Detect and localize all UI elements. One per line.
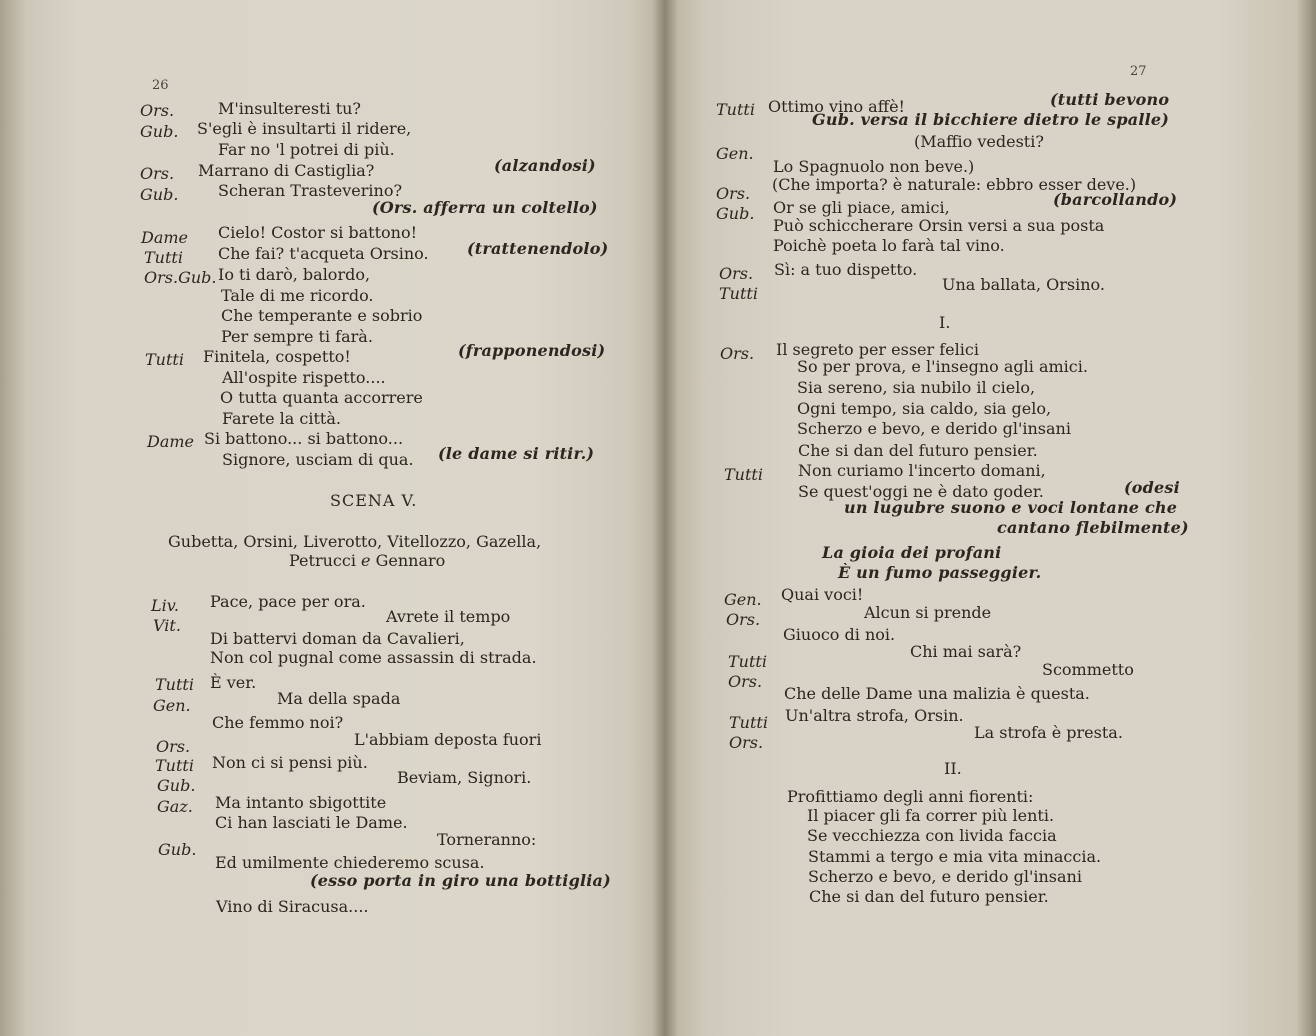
character-name: Gennaro (375, 551, 446, 570)
speaker: Tutti (719, 284, 758, 303)
speaker: Ors. (140, 164, 175, 183)
verse-line: L'abbiam deposta fuori (354, 730, 542, 749)
verse-line: Può schiccherare Orsin versi a sua posta (773, 216, 1105, 235)
verse-line: Signore, usciam di qua. (222, 450, 414, 469)
verse-line: Scommetto (1042, 660, 1134, 679)
speaker: Ors. (720, 344, 755, 363)
verse-line: Ed umilmente chiederemo scusa. (215, 853, 485, 872)
speaker: Ors. (716, 184, 751, 203)
verse-line: All'ospite rispetto.... (222, 368, 386, 387)
speaker: Ors. (726, 610, 761, 629)
verse-line: Stammi a tergo e mia vita minaccia. (808, 847, 1102, 866)
verse-line: La strofa è presta. (974, 723, 1123, 742)
speaker: Tutti (145, 350, 184, 369)
right-page (664, 0, 1316, 1036)
speaker: Gub. (158, 840, 197, 859)
verse-line: Ci han lasciati le Dame. (215, 813, 408, 832)
speaker: Vit. (153, 616, 181, 635)
verse-line: Il segreto per esser felici (776, 340, 979, 359)
verse-line: O tutta quanta accorrere (220, 388, 423, 407)
character-list (289, 551, 445, 571)
verse-line: Non ci si pensi più. (212, 753, 368, 772)
speaker: Ors.Gub. (144, 268, 217, 287)
speaker: Tutti (724, 465, 763, 484)
speaker: Gen. (716, 144, 754, 163)
page-number: 27 (1130, 64, 1147, 79)
verse-line: Avrete il tempo (386, 607, 511, 626)
verse-line: Il piacer gli fa correr più lenti. (807, 806, 1055, 825)
speaker: Gen. (724, 590, 762, 609)
verse-line: Ma intanto sbigottite (215, 793, 387, 812)
verse-line: Che fai? t'acqueta Orsino. (218, 244, 429, 263)
verse-line: Alcun si prende (864, 603, 992, 622)
verse-line: Farete la città. (222, 409, 341, 428)
stage-direction: un lugubre suono e voci lontane che (844, 498, 1178, 517)
verse-line: Non col pugnal come assassin di strada. (210, 648, 537, 667)
stanza-number: I. (939, 313, 951, 332)
verse-line: So per prova, e l'insegno agli amici. (797, 357, 1088, 376)
verse-line: Per sempre ti farà. (221, 327, 373, 346)
verse-line: Una ballata, Orsino. (942, 275, 1105, 294)
chorus-line: La gioia dei profani (822, 543, 1002, 562)
verse-line: Non curiamo l'incerto domani, (798, 461, 1046, 480)
stage-direction: (trattenendolo) (467, 239, 609, 258)
verse-line: Scherzo e bevo, e derido gl'insani (808, 867, 1082, 886)
speaker: Gen. (153, 696, 191, 715)
verse-line: Di battervi doman da Cavalieri, (210, 629, 465, 648)
verse-line: Se quest'oggi ne è dato goder. (798, 482, 1044, 501)
verse-line: Io ti darò, balordo, (218, 265, 371, 284)
stage-direction: (odesi (1124, 478, 1180, 497)
verse-line: Ottimo vino affè! (768, 97, 905, 116)
verse-line: M'insulteresti tu? (218, 99, 362, 118)
verse-line: Or se gli piace, amici, (773, 198, 950, 217)
chorus-line: È un fumo passeggier. (838, 563, 1042, 582)
speaker: Liv. (151, 596, 179, 615)
stage-direction: (Ors. afferra un coltello) (372, 198, 598, 217)
conjunction: e (361, 551, 371, 570)
speaker: Ors. (728, 672, 763, 691)
speaker: Ors. (156, 737, 191, 756)
speaker: Tutti (729, 713, 768, 732)
verse-line: Che si dan del futuro pensier. (798, 441, 1038, 460)
character-list: Gubetta, Orsini, Liverotto, Vitellozzo, Gazella, (168, 532, 542, 551)
stage-direction: (alzandosi) (494, 156, 596, 175)
speaker: Dame (147, 432, 195, 451)
verse-line: Vino di Siracusa.... (216, 897, 369, 916)
verse-line: Sia sereno, sia nubilo il cielo, (797, 378, 1036, 397)
verse-line: Chi mai sarà? (910, 642, 1022, 661)
speaker: Tutti (155, 675, 194, 694)
verse-line: Si battono... si battono... (204, 429, 404, 448)
verse-line: Far no 'l potrei di più. (218, 140, 395, 159)
speaker: Gub. (157, 776, 196, 795)
stage-direction: Gub. versa il bicchiere dietro le spalle) (812, 110, 1170, 129)
speaker: Dame (141, 228, 189, 247)
verse-line: Che si dan del futuro pensier. (809, 887, 1049, 906)
stage-direction: (barcollando) (1053, 190, 1178, 209)
verse-line: Tale di me ricordo. (221, 286, 374, 305)
verse-line: Scherzo e bevo, e derido gl'insani (797, 419, 1071, 438)
verse-line: Sì: a tuo dispetto. (774, 260, 918, 279)
verse-line: (Maffio vedesti? (914, 132, 1044, 151)
verse-line: Torneranno: (437, 830, 537, 849)
page-number: 26 (152, 78, 169, 93)
verse-line: Un'altra strofa, Orsin. (785, 706, 964, 725)
scene-title: SCENA V. (330, 491, 418, 510)
verse-line: Quai voci! (781, 585, 864, 604)
verse-line: Finitela, cospetto! (203, 347, 351, 366)
book-gutter (652, 0, 678, 1036)
stage-direction: (le dame si ritir.) (438, 444, 595, 463)
speaker: Tutti (155, 756, 194, 775)
stage-direction: (frapponendosi) (458, 341, 606, 360)
speaker: Gub. (140, 185, 179, 204)
verse-line: Che temperante e sobrio (221, 306, 423, 325)
verse-line: Che femmo noi? (212, 713, 344, 732)
verse-line: Scheran Trasteverino? (218, 181, 403, 200)
verse-line: Lo Spagnuolo non beve.) (773, 157, 975, 176)
verse-line: Cielo! Costor si battono! (218, 223, 418, 242)
stage-direction: (esso porta in giro una bottiglia) (310, 871, 611, 890)
speaker: Tutti (144, 248, 183, 267)
speaker: Ors. (140, 101, 175, 120)
speaker: Gub. (716, 204, 755, 223)
verse-line: Se vecchiezza con livida faccia (807, 826, 1057, 845)
verse-line: Poichè poeta lo farà tal vino. (773, 236, 1005, 255)
speaker: Gub. (140, 122, 179, 141)
verse-line: Marrano di Castiglia? (198, 161, 375, 180)
verse-line: Che delle Dame una malizia è questa. (784, 684, 1090, 703)
stage-direction: (tutti bevono (1050, 90, 1170, 109)
speaker: Tutti (728, 652, 767, 671)
verse-line: È ver. (210, 673, 257, 692)
stanza-number: II. (944, 759, 962, 778)
stage-direction: cantano flebilmente) (997, 518, 1189, 537)
speaker: Gaz. (157, 797, 193, 816)
speaker: Ors. (719, 264, 754, 283)
speaker: Tutti (716, 100, 755, 119)
verse-line: Giuoco di noi. (783, 625, 896, 644)
verse-line: S'egli è insultarti il ridere, (197, 119, 412, 138)
verse-line: (Che importa? è naturale: ebbro esser deve.) (772, 175, 1137, 194)
verse-line: Ogni tempo, sia caldo, sia gelo, (797, 399, 1052, 418)
verse-line: Profittiamo degli anni fiorenti: (787, 787, 1034, 806)
speaker: Ors. (729, 733, 764, 752)
verse-line: Beviam, Signori. (397, 768, 532, 787)
verse-line: Pace, pace per ora. (210, 592, 366, 611)
verse-line: Ma della spada (277, 689, 401, 708)
character-name: Petrucci (289, 551, 356, 570)
